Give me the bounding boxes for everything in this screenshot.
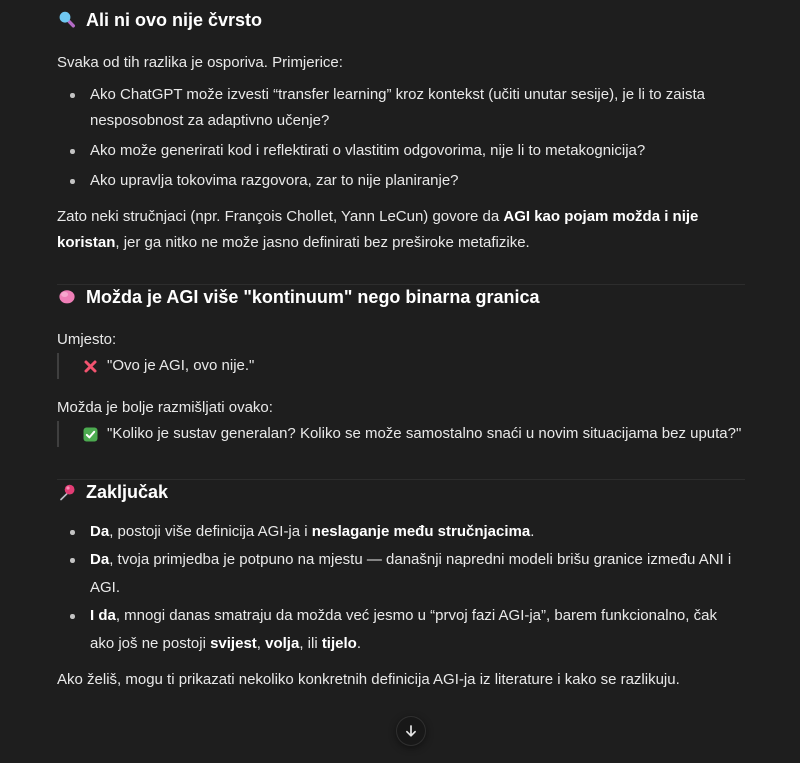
text-segment: , xyxy=(256,635,266,652)
section-heading xyxy=(57,285,745,309)
magnifying-glass-icon xyxy=(57,10,77,30)
section-heading-text: Ali ni ovo nije čvrsto xyxy=(86,10,263,30)
text-segment: , postoji više definicija AGI-ja i xyxy=(109,523,312,540)
blockquote-rejected xyxy=(57,353,745,379)
section-continuum xyxy=(57,285,745,447)
cross-mark-icon xyxy=(83,359,98,374)
arrow-down-icon xyxy=(403,723,419,739)
section-heading xyxy=(57,8,745,32)
bullet-list xyxy=(57,82,745,194)
list-item xyxy=(90,82,745,134)
section-critique xyxy=(57,8,745,256)
paragraph: Svaka od tih razlika je osporiva. Primjerice: xyxy=(57,54,343,71)
list-item xyxy=(90,546,745,602)
bold-text-segment: Da xyxy=(90,523,110,540)
list-item xyxy=(90,518,745,546)
bold-text-segment: svijest xyxy=(210,635,257,652)
paragraph: Ako želiš, mogu ti prikazati nekoliko konkretnih definicija AGI-ja iz literature i kako se razlikuju. xyxy=(57,671,680,688)
text-segment: , tvoja primjedba je potpuno na mjestu — današnji napredni modeli brišu granice između ANI i AGI. xyxy=(90,551,732,596)
list-item-text: Ako upravlja tokovima razgovora, zar to nije planiranje? xyxy=(90,172,459,189)
section-heading-text: Možda je AGI više "kontinuum" nego binarna granica xyxy=(86,287,540,307)
scroll-to-bottom-button[interactable] xyxy=(396,716,426,746)
bold-text-segment: AGI kao pojam možda i nije koristan xyxy=(57,208,699,251)
section-heading xyxy=(57,480,745,504)
text-segment: , mnogi danas smatraju da možda već jesmo u “prvoj fazi AGI-ja”, barem funkcionalno, čak ako još ne postoji xyxy=(90,607,717,652)
pushpin-icon xyxy=(57,482,77,502)
list-item xyxy=(90,168,745,194)
section-conclusion xyxy=(57,480,745,694)
brain-icon xyxy=(57,287,77,307)
list-item-text: Ako ChatGPT može izvesti “transfer learning” kroz kontekst (učiti unutar sesije), je li to zaista nesposobnost za adaptivno učenje? xyxy=(90,86,705,129)
paragraph xyxy=(57,204,745,256)
bold-text-segment: volja xyxy=(265,635,300,652)
bold-text-segment: Da xyxy=(90,551,110,568)
bold-text-segment: tijelo xyxy=(321,635,357,652)
quote-text: "Ovo je AGI, ovo nije." xyxy=(107,357,255,374)
list-item-text: Ako može generirati kod i reflektirati o vlastitim odgovorima, nije li to metakognicija? xyxy=(90,142,646,159)
paragraph: Umjesto: xyxy=(57,331,117,348)
text-segment: Zato neki stručnjaci (npr. François Chollet, Yann LeCun) govore da xyxy=(57,208,504,225)
list-item xyxy=(90,138,745,164)
section-heading-text: Zaključak xyxy=(86,482,169,502)
bold-text-segment: neslaganje među stručnjacima xyxy=(311,523,531,540)
list-item xyxy=(90,602,745,658)
text-segment: , ili xyxy=(299,635,322,652)
bold-text-segment: I da xyxy=(90,607,116,624)
check-mark-icon xyxy=(83,427,98,442)
bullet-list xyxy=(57,518,745,658)
quote-text: "Koliko je sustav generalan? Koliko se može samostalno snaći u novim situacijama bez uputa?" xyxy=(107,425,742,442)
blockquote-accepted xyxy=(57,421,745,447)
text-segment: . xyxy=(530,523,535,540)
text-segment: , jer ga nitko ne može jasno definirati bez preširoke metafizike. xyxy=(115,234,530,251)
paragraph: Možda je bolje razmišljati ovako: xyxy=(57,399,273,416)
text-segment: . xyxy=(356,635,361,652)
